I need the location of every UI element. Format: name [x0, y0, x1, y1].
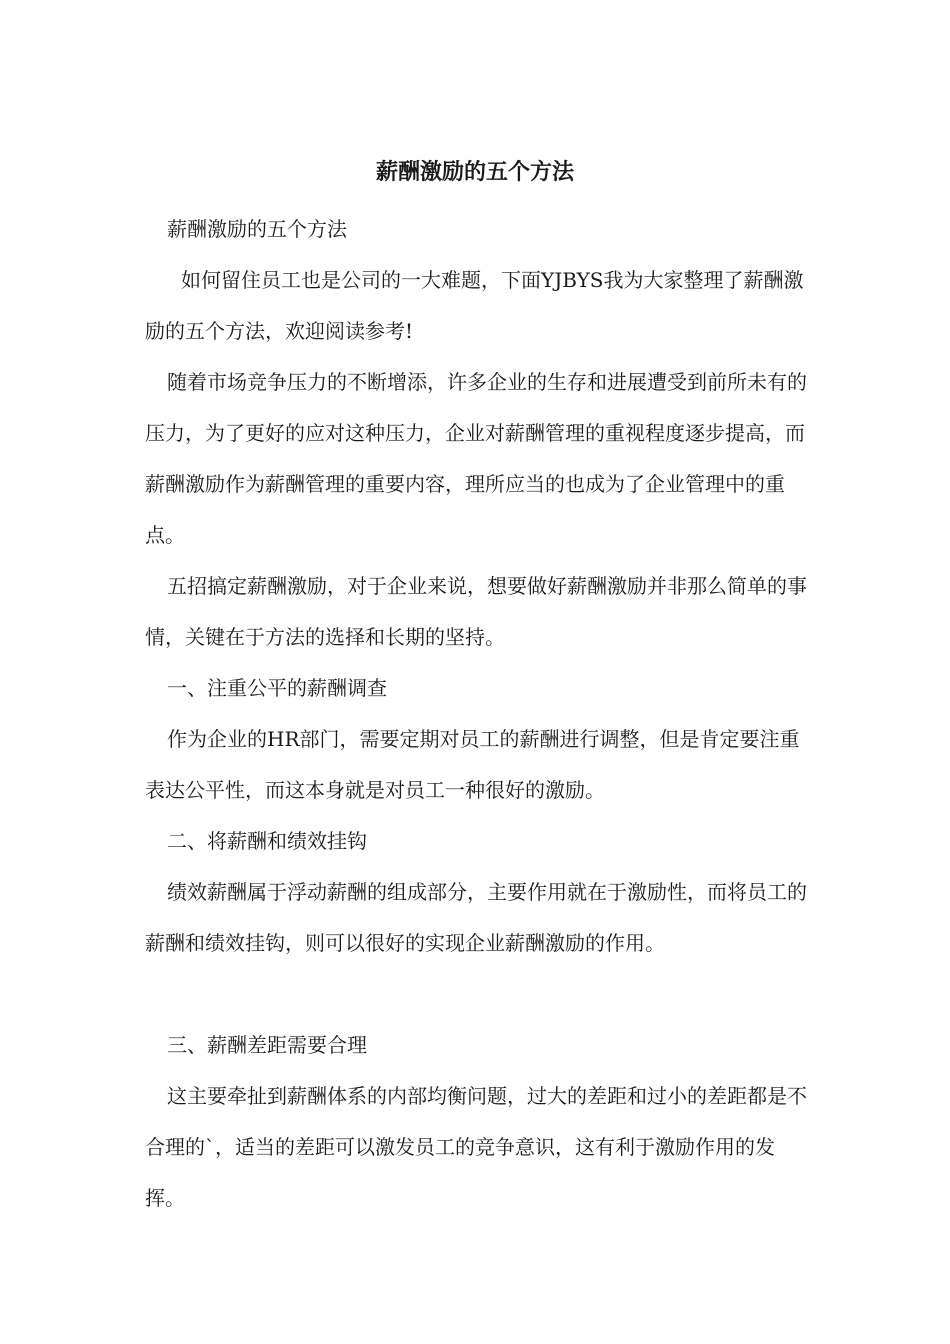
subtitle-paragraph: 薪酬激励的五个方法 — [167, 217, 347, 241]
document-title: 薪酬激励的五个方法 — [375, 159, 574, 185]
section-body-2: 绩效薪酬属于浮动薪酬的组成部分，主要作用就在于激励性，而将员工的薪酬和绩效挂钩，则可以很好的实现企业薪酬激励的作用。 — [145, 880, 807, 955]
background-paragraph: 随着市场竞争压力的不断增添，许多企业的生存和进展遭受到前所未有的压力，为了更好的应对这种压力，企业对薪酬管理的重视程度逐步提高，而薪酬激励作为薪酬管理的重要内容，理所应当的也成为了企业管理中的重点。 — [145, 370, 807, 547]
blank-line — [145, 969, 810, 1020]
overview-paragraph: 五招搞定薪酬激励，对于企业来说，想要做好薪酬激励并非那么简单的事情，关键在于方法的选择和长期的坚持。 — [145, 574, 807, 649]
section-body-1: 作为企业的HR部门，需要定期对员工的薪酬进行调整，但是肯定要注重表达公平性，而这本身就是对员工一种很好的激励。 — [145, 727, 800, 802]
document-body — [145, 204, 810, 1224]
section-heading-2: 二、将薪酬和绩效挂钩 — [167, 829, 367, 853]
section-heading-3: 三、薪酬差距需要合理 — [167, 1033, 367, 1057]
section-body-3: 这主要牵扯到薪酬体系的内部均衡问题，过大的差距和过小的差距都是不合理的`，适当的差距可以激发员工的竞争意识，这有利于激励作用的发挥。 — [145, 1084, 807, 1210]
section-heading-1: 一、注重公平的薪酬调查 — [167, 676, 387, 700]
intro-paragraph: 如何留住员工也是公司的一大难题，下面YJBYS我为大家整理了薪酬激励的五个方法，欢迎阅读参考! — [145, 268, 804, 343]
